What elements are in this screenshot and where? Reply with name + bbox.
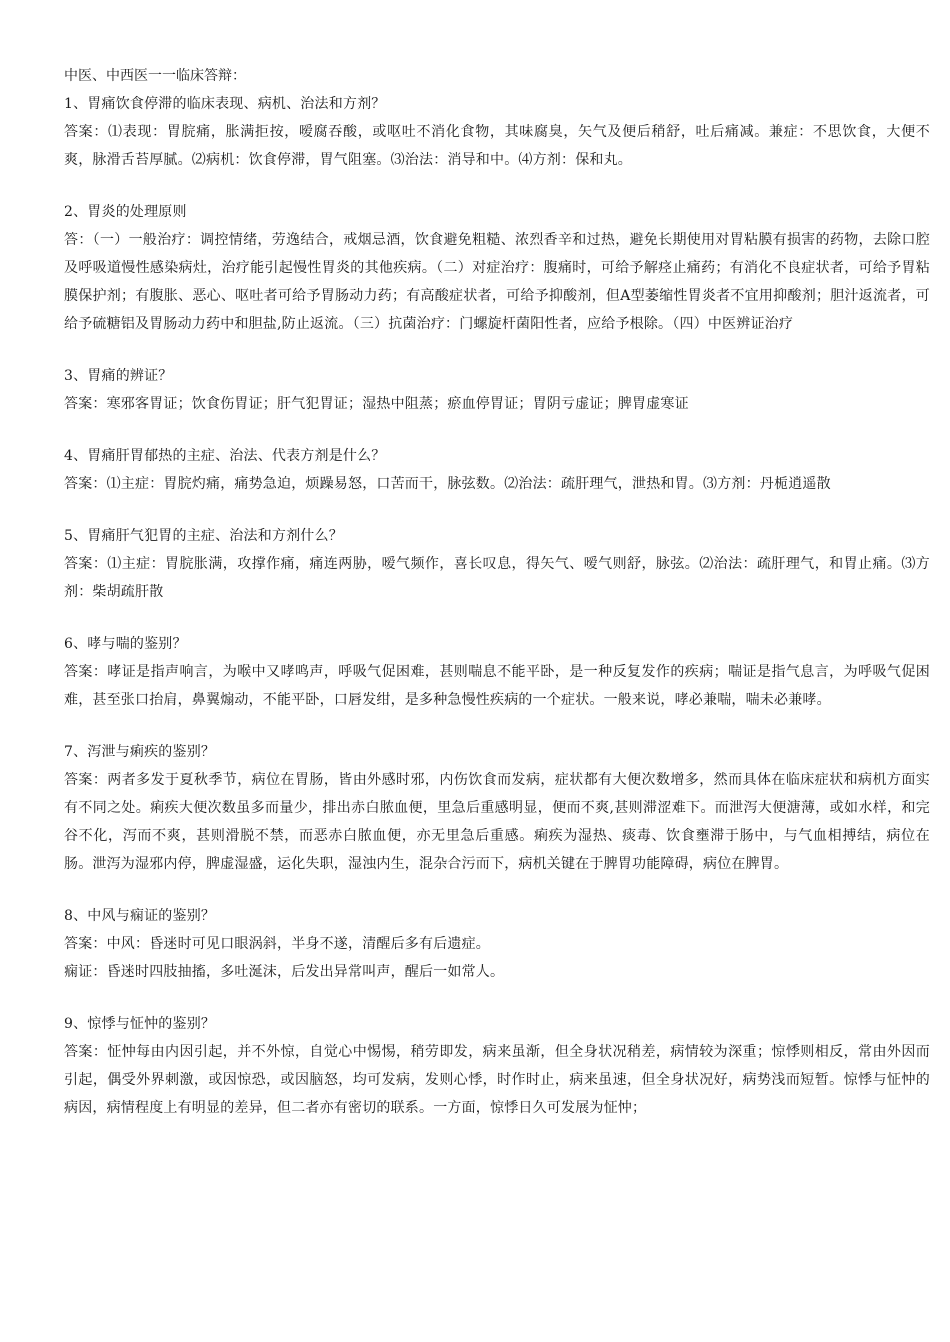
qa-item-7 [64,738,930,878]
question-8: 8、中风与痫证的鉴别？ [64,908,216,924]
qa-item-8 [64,902,930,986]
answer-9: 答案：怔忡每由内因引起，并不外惊，自觉心中惕惕，稍劳即发，病来虽渐，但全身状况稍差，病情较为深重；惊悸则相反，常由外因而引起，偶受外界刺激，或因惊恐，或因脑怒，均可发病，发则心悸，时作时止，病来虽速，但全身状况好，病势浅而短暂。惊悸与怔忡的病因，病情程度上有明显的差异，但二者亦有密切的联系。一方面，惊悸日久可发展为怔忡； [64,1044,930,1116]
qa-item-2 [64,198,930,338]
answer-7: 答案：两者多发于夏秋季节，病位在胃肠，皆由外感时邪，内伤饮食而发病，症状都有大便次数增多，然而具体在临床症状和病机方面实有不同之处。痢疾大便次数虽多而量少，排出赤白脓血便，里急后重感明显，便而不爽,甚则滞涩难下。而泄泻大便溏薄，或如水样，和完谷不化，泻而不爽，甚则滑脱不禁，而恶赤白脓血便，亦无里急后重感。痢疾为湿热、痰毒、饮食壅滞于肠中，与气血相搏结，病位在肠。泄泻为湿邪内停，脾虚湿盛，运化失职，湿浊内生，混杂合污而下，病机关键在于脾胃功能障碍，病位在脾胃。 [64,772,930,872]
question-7: 7、泻泄与痢疾的鉴别？ [64,744,216,760]
question-6: 6、哮与喘的鉴别？ [64,636,187,652]
qa-item-5 [64,522,930,606]
qa-item-6 [64,630,930,714]
answer-2: 答：（一）一般治疗：调控情绪，劳逸结合，戒烟忌酒，饮食避免粗糙、浓烈香辛和过热，避免长期使用对胃粘膜有损害的药物，去除口腔及呼吸道慢性感染病灶，治疗能引起慢性胃炎的其他疾病。（二）对症治疗：腹痛时，可给予解痉止痛药；有消化不良症状者，可给予胃粘膜保护剂；有腹胀、恶心、呕吐者可给予胃肠动力药；有高酸症状者，可给予抑酸剂，但A型萎缩性胃炎者不宜用抑酸剂；胆汁返流者，可给予硫糖铝及胃肠动力药中和胆盐,防止返流。（三）抗菌治疗：门螺旋杆菌阳性者，应给予根除。（四）中医辨证治疗 [64,232,930,332]
answer-4: 答案：⑴主症：胃脘灼痛，痛势急迫，烦躁易怒，口苦而干，脉弦数。⑵治法：疏肝理气，泄热和胃。⑶方剂：丹栀逍遥散 [64,476,831,492]
answer-1: 答案：⑴表现：胃脘痛，胀满拒按，嗳腐吞酸，或呕吐不消化食物，其味腐臭，矢气及便后稍舒，吐后痛减。兼症：不思饮食，大便不爽，脉滑舌苔厚腻。⑵病机：饮食停滞，胃气阻塞。⑶治法：消导和中。⑷方剂：保和丸。 [64,124,930,168]
question-3: 3、胃痛的辨证？ [64,368,173,384]
question-2: 2、胃炎的处理原则 [64,204,187,220]
qa-item-1 [64,90,930,174]
document-page [64,62,930,1122]
answer-3: 答案：寒邪客胃证；饮食伤胃证；肝气犯胃证；湿热中阻蒸；瘀血停胃证；胃阴亏虚证；脾胃虚寒证 [64,396,689,412]
question-4: 4、胃痛肝胃郁热的主症、治法、代表方剂是什么？ [64,448,386,464]
answer-8-epilepsy: 痫证：昏迷时四肢抽搐，多吐涎沫，后发出异常叫声，醒后一如常人。 [64,964,505,980]
answer-6: 答案：哮证是指声响言，为喉中又哮鸣声，呼吸气促困难，甚则喘息不能平卧，是一种反复发作的疾病；喘证是指气息言，为呼吸气促困难，甚至张口抬肩，鼻翼煽动，不能平卧，口唇发绀，是多种急慢性疾病的一个症状。一般来说，哮必兼喘，喘未必兼哮。 [64,664,930,708]
answer-5: 答案：⑴主症：胃脘胀满，攻撑作痛，痛连两胁，嗳气频作，喜长叹息，得矢气、嗳气则舒，脉弦。⑵治法：疏肝理气，和胃止痛。⑶方剂：柴胡疏肝散 [64,556,930,600]
qa-item-9 [64,1010,930,1122]
question-5: 5、胃痛肝气犯胃的主症、治法和方剂什么？ [64,528,343,544]
question-9: 9、惊悸与怔忡的鉴别？ [64,1016,216,1032]
qa-item-3 [64,362,930,418]
answer-8-stroke: 答案：中风：昏迷时可见口眼涡斜，半身不遂，清醒后多有后遗症。 [64,936,490,952]
question-1: 1、胃痛饮食停滞的临床表现、病机、治法和方剂？ [64,96,386,112]
qa-item-4 [64,442,930,498]
document-title: 中医、中西医一一临床答辩： [64,68,246,84]
